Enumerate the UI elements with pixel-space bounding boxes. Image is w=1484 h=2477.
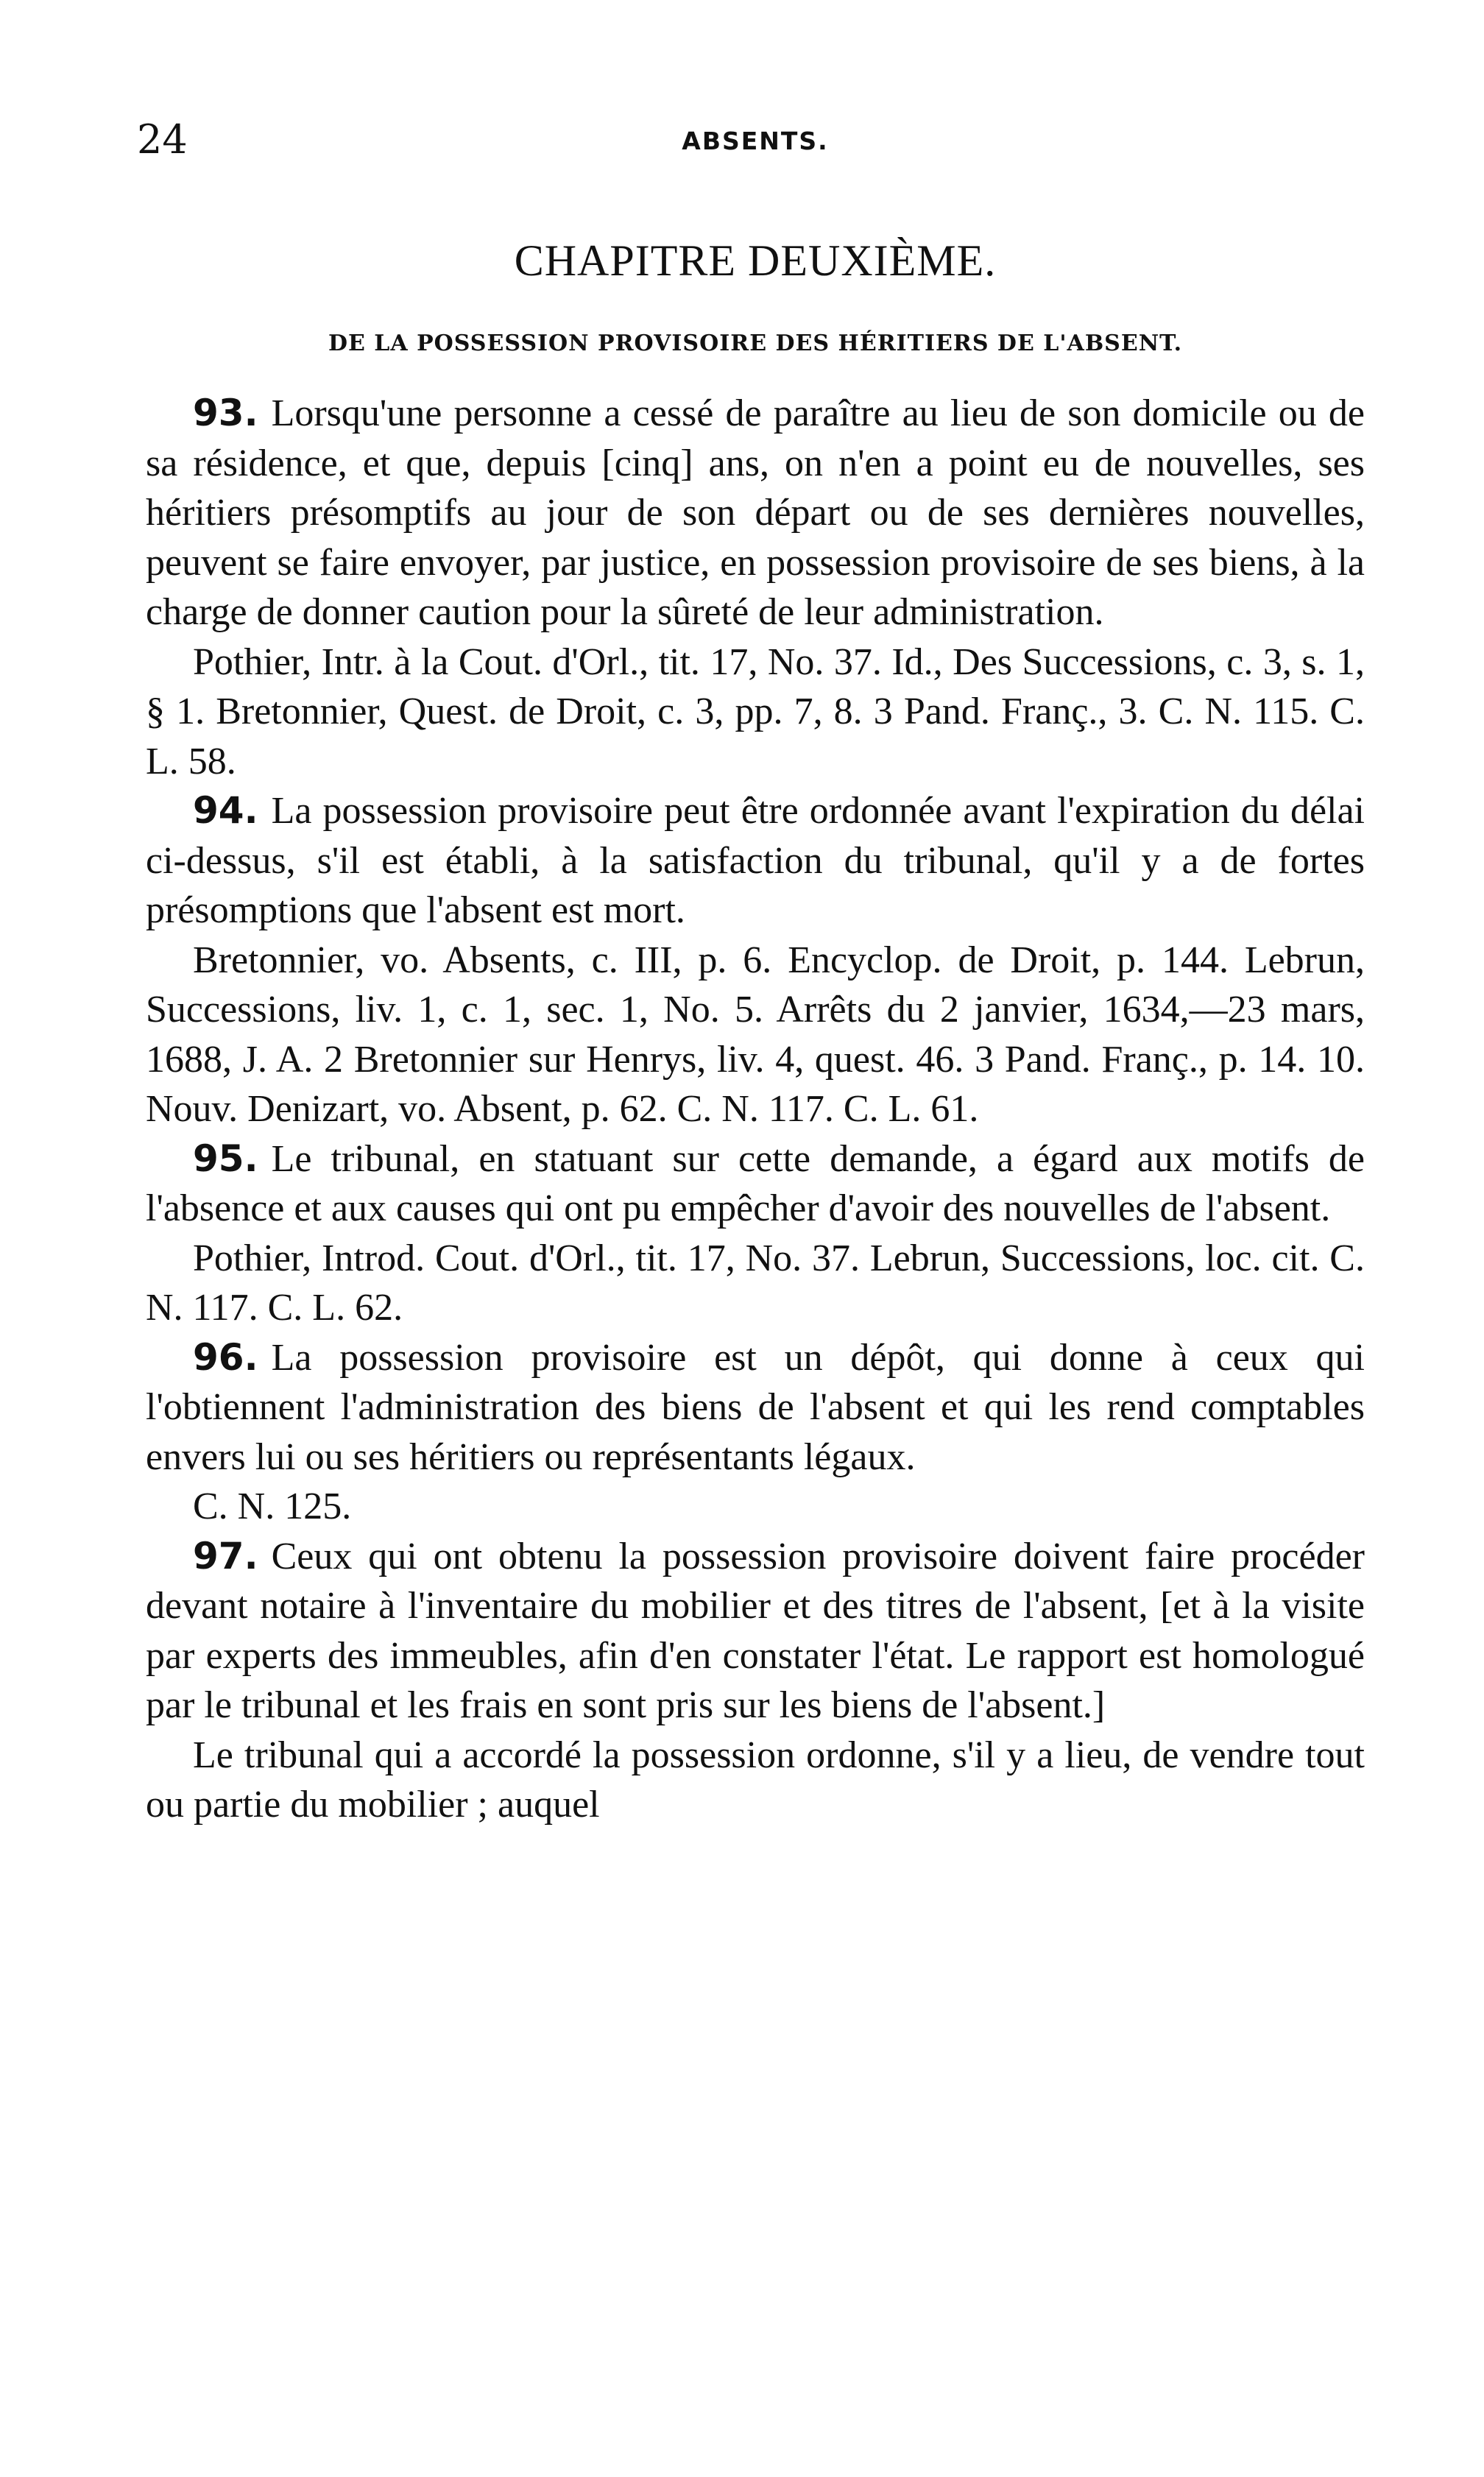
citation-95: Pothier, Introd. Cout. d'Orl., tit. 17, No. 37. Lebrun, Successions, loc. cit. C. N. 117. C. L. 62. [146,1237,1365,1329]
article-93 [146,389,1365,637]
citation-93: Pothier, Intr. à la Cout. d'Orl., tit. 17, No. 37. Id., Des Successions, c. 3, s. 1, § 1. Bretonnier, Quest. de Droit, c. 3, pp. 7, 8. 3 Pand. Franç., 3. C. N. 115. C. L. 58. [146,640,1365,782]
running-head [137,116,1365,183]
citation-94: Bretonnier, vo. Absents, c. III, p. 6. Encyclop. de Droit, p. 144. Lebrun, Successions, liv. 1, c. 1, sec. 1, No. 5. Arrêts du 2 janvier, 1634,—23 mars, 1688, J. A. 2 Bretonnier sur Henrys, liv. 4, quest. 46. 3 Pand. Franç., p. 14. 10. Nouv. Denizart, vo. Absent, p. 62. C. N. 117. C. L. 61. [146,939,1365,1130]
body-text [146,389,1365,1830]
article-text: La possession provisoire peut être ordonnée avant l'expiration du délai ci-dessus, s'il est établi, à la satisfaction du tribunal, qu'il y a de fortes présomptions que l'absent est mort. [146,790,1365,931]
article-text: Le tribunal, en statuant sur cette demande, a égard aux motifs de l'absence et aux causes qui ont pu empêcher d'avoir des nouvelles de l'absent. [146,1137,1365,1229]
article-text: Ceux qui ont obtenu la possession provisoire doivent faire procéder devant notaire à l'inventaire du mobilier et des titres de l'absent, [et à la visite par experts des immeubles, afin d'en constater l'état. Le rapport est homologué par le tribunal et les frais en sont pris sur les biens de l'absent.] [146,1535,1365,1726]
article-number: 97. [193,1534,258,1577]
article-96 [146,1333,1365,1483]
article-95 [146,1134,1365,1234]
article-number: 94. [193,789,258,832]
chapter-title: CHAPITRE DEUXIÈME. [514,236,997,285]
article-97 [146,1532,1365,1731]
citation-96: C. N. 125. [193,1485,352,1527]
article-text: La possession provisoire est un dépôt, qui donne à ceux qui l'obtiennent l'administration des biens de l'absent et qui les rend comptables envers lui ou ses héritiers ou représentants légaux. [146,1336,1365,1478]
article-number: 96. [193,1335,258,1379]
article-94 [146,786,1365,936]
section-title: DE LA POSSESSION PROVISOIRE DES HÉRITIERS DE L'ABSENT. [328,331,1183,356]
article-number: 95. [193,1137,258,1180]
running-title: ABSENTS. [682,127,829,155]
page-number: 24 [137,116,188,163]
article-97-continuation: Le tribunal qui a accordé la possession ordonne, s'il y a lieu, de vendre tout ou partie du mobilier ; auquel [146,1734,1365,1826]
article-number: 93. [193,392,258,434]
article-text: Lorsqu'une personne a cessé de paraître au lieu de son domicile ou de sa résidence, et que, depuis [cinq] ans, on n'en a point eu de nouvelles, ses héritiers présomptifs au jour de son départ ou de ses dernières nouvelles, peuvent se faire envoyer, par justice, en possession provisoire de ses biens, à la charge de donner caution pour la sûreté de leur administration. [146,392,1365,633]
